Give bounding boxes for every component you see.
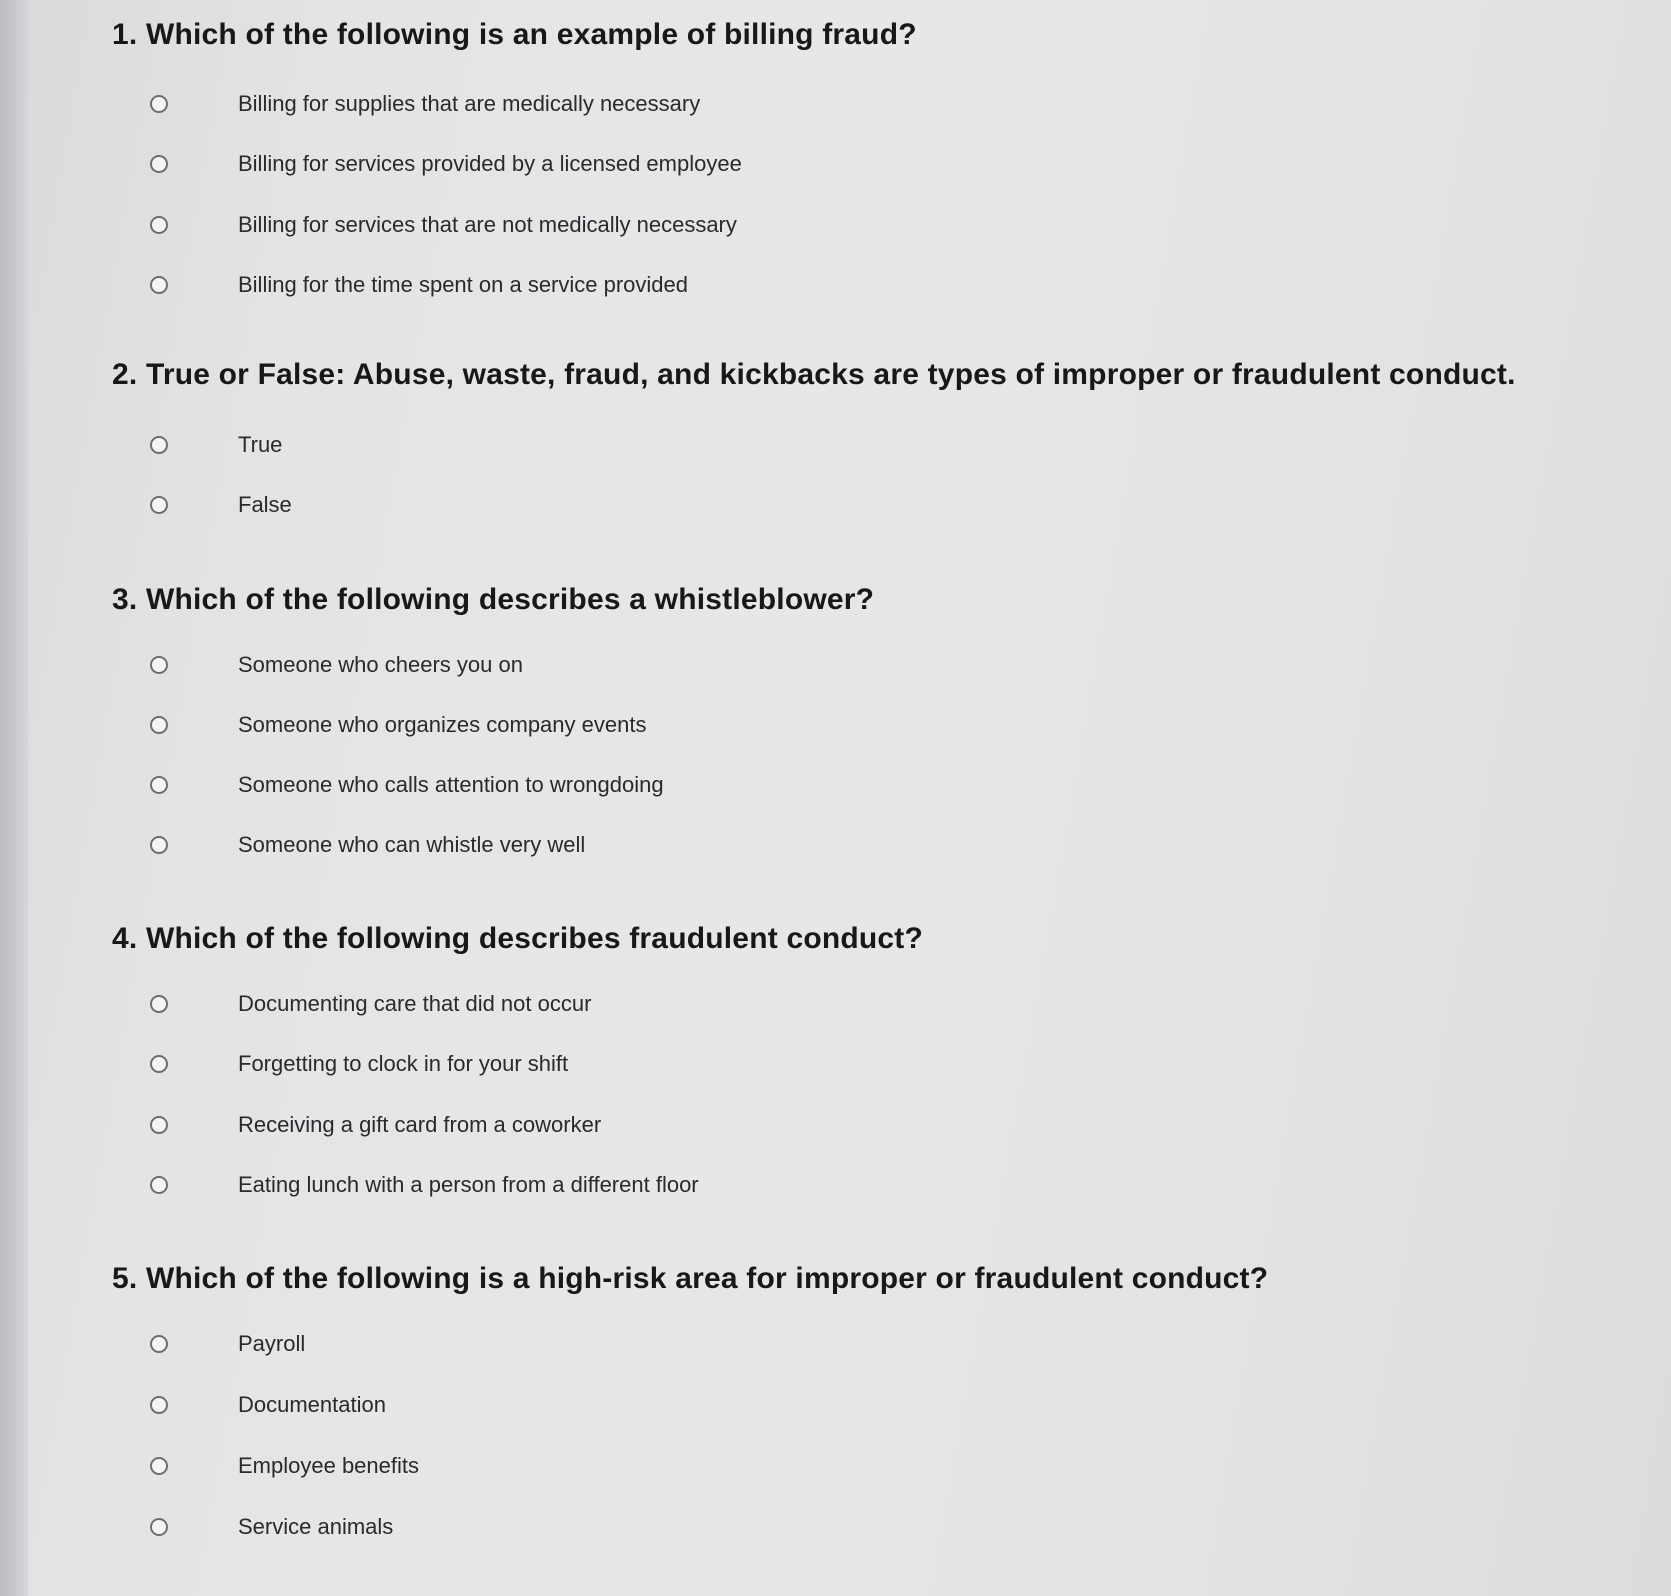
question-4-option-1[interactable] — [150, 984, 1050, 1024]
question-1-option-1[interactable] — [150, 84, 1050, 124]
radio-button[interactable] — [150, 1518, 168, 1536]
option-label: Eating lunch with a person from a different floor — [238, 1172, 699, 1197]
option-label: Documentation — [238, 1392, 386, 1417]
option-label: Someone who cheers you on — [238, 652, 523, 677]
radio-button[interactable] — [150, 995, 168, 1013]
radio-button[interactable] — [150, 1457, 168, 1475]
option-label: Someone who can whistle very well — [238, 832, 586, 857]
question-5-option-1[interactable] — [150, 1324, 1050, 1364]
question-2-option-2[interactable] — [150, 485, 1050, 525]
question-3-title: 3. Which of the following describes a whistleblower? — [112, 583, 875, 616]
option-label: Receiving a gift card from a coworker — [238, 1112, 602, 1137]
option-label: Employee benefits — [238, 1453, 419, 1478]
question-3-option-1[interactable] — [150, 645, 1050, 685]
question-5-option-3[interactable] — [150, 1446, 1050, 1486]
radio-button[interactable] — [150, 276, 168, 294]
option-label: Someone who organizes company events — [238, 712, 647, 737]
question-3-option-2[interactable] — [150, 705, 1050, 745]
option-label: Documenting care that did not occur — [238, 991, 592, 1016]
option-label: Someone who calls attention to wrongdoing — [238, 772, 664, 797]
question-1-title: 1. Which of the following is an example of billing fraud? — [112, 18, 917, 51]
option-label: Payroll — [238, 1331, 306, 1356]
radio-button[interactable] — [150, 1055, 168, 1073]
radio-button[interactable] — [150, 716, 168, 734]
radio-button[interactable] — [150, 496, 168, 514]
question-5-option-4[interactable] — [150, 1507, 1050, 1547]
question-1-option-4[interactable] — [150, 265, 1050, 305]
radio-button[interactable] — [150, 216, 168, 234]
option-label: False — [238, 492, 292, 517]
radio-button[interactable] — [150, 776, 168, 794]
option-label: Billing for the time spent on a service provided — [238, 272, 689, 297]
question-3-option-3[interactable] — [150, 765, 1050, 805]
option-label: Billing for supplies that are medically necessary — [238, 91, 701, 116]
radio-button[interactable] — [150, 836, 168, 854]
radio-button[interactable] — [150, 155, 168, 173]
question-5-title: 5. Which of the following is a high-risk area for improper or fraudulent conduct? — [112, 1262, 1269, 1295]
radio-button[interactable] — [150, 1396, 168, 1414]
question-4-option-2[interactable] — [150, 1044, 1050, 1084]
radio-button[interactable] — [150, 1176, 168, 1194]
question-2-option-1[interactable] — [150, 425, 1050, 465]
question-3-option-4[interactable] — [150, 825, 1050, 865]
radio-button[interactable] — [150, 1335, 168, 1353]
radio-button[interactable] — [150, 656, 168, 674]
question-4-title: 4. Which of the following describes fraudulent conduct? — [112, 922, 924, 955]
question-2-title: 2. True or False: Abuse, waste, fraud, and kickbacks are types of improper or fraudulent conduct. — [112, 358, 1516, 391]
question-5-option-2[interactable] — [150, 1385, 1050, 1425]
radio-button[interactable] — [150, 1116, 168, 1134]
option-label: Billing for services provided by a licensed employee — [238, 151, 742, 176]
option-label: Billing for services that are not medically necessary — [238, 212, 737, 237]
radio-button[interactable] — [150, 436, 168, 454]
question-1-option-2[interactable] — [150, 144, 1050, 184]
option-label: Forgetting to clock in for your shift — [238, 1051, 569, 1076]
question-4-option-3[interactable] — [150, 1105, 1050, 1145]
option-label: True — [238, 432, 283, 457]
radio-button[interactable] — [150, 95, 168, 113]
option-label: Service animals — [238, 1514, 394, 1539]
question-1-option-3[interactable] — [150, 205, 1050, 245]
question-4-option-4[interactable] — [150, 1165, 1050, 1205]
